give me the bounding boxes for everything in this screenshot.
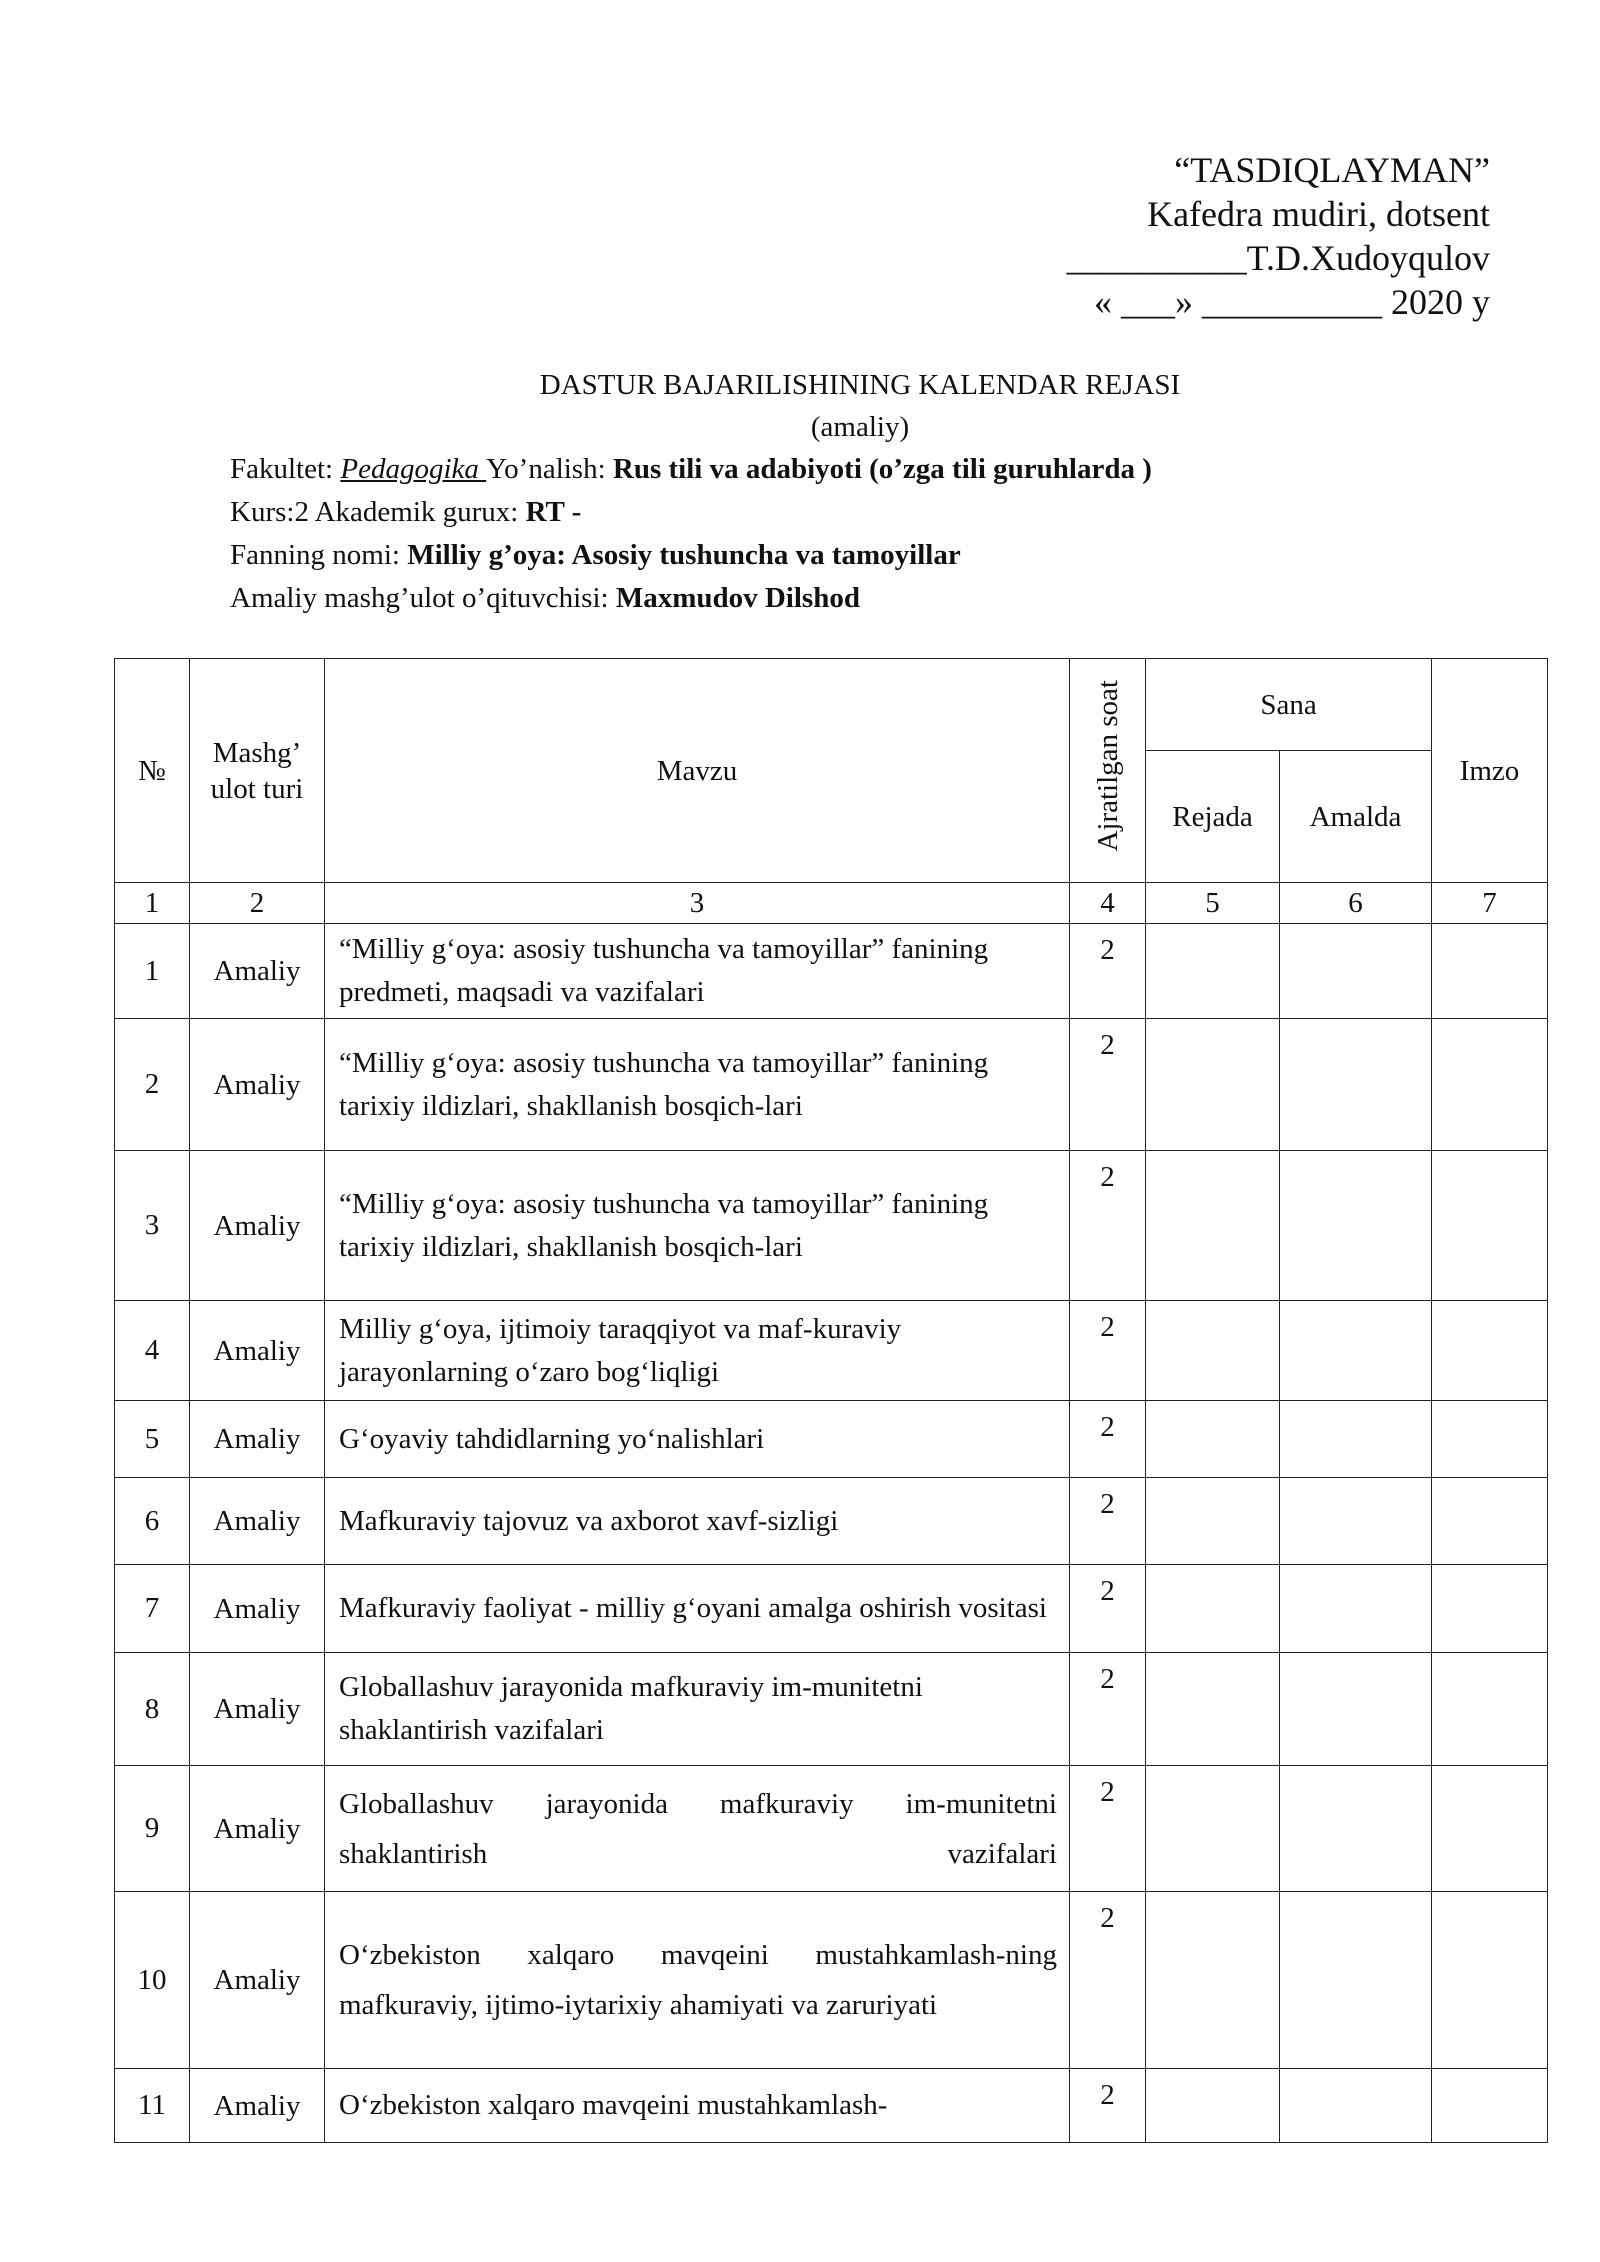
header-topic: Mavzu [325,659,1070,883]
row-topic: O‘zbekiston xalqaro mavqeini mustahkamlash-ning mafkuraviy, ijtimo-iytarixiy ahamiyati va zaruriyati [325,1892,1070,2069]
column-number: 7 [1432,883,1548,924]
row-signature [1432,1478,1548,1565]
teacher-label: Amaliy mashg’ulot o’qituvchisi: [230,582,616,614]
row-type: Amaliy [190,1653,325,1766]
row-actual [1280,1019,1432,1151]
row-type: Amaliy [190,1019,325,1151]
row-number: 6 [115,1478,190,1565]
row-planned [1146,1766,1280,1892]
table-row [115,1653,1548,1766]
row-type: Amaliy [190,1565,325,1653]
header-date: Sana [1146,659,1432,751]
row-planned [1146,2069,1280,2143]
table-row [115,924,1548,1019]
row-type: Amaliy [190,2069,325,2143]
row-topic: O‘zbekiston xalqaro mavqeini mustahkamlash- [325,2069,1070,2143]
row-actual [1280,1478,1432,1565]
row-signature [1432,1019,1548,1151]
row-planned [1146,1565,1280,1653]
row-planned [1146,1301,1280,1401]
row-hours: 2 [1070,1653,1146,1766]
direction-label: Yo’nalish: [486,453,613,485]
row-signature [1432,1301,1548,1401]
approval-signatory: __________T.D.Xudoyqulov [1066,238,1490,278]
row-hours: 2 [1070,2069,1146,2143]
row-planned [1146,1401,1280,1478]
row-actual [1280,2069,1432,2143]
row-hours: 2 [1070,1019,1146,1151]
row-signature [1432,1892,1548,2069]
faculty-label: Fakultet: [230,453,341,485]
course-info [230,448,1152,620]
row-actual [1280,1301,1432,1401]
row-actual [1280,1565,1432,1653]
approval-block [1067,148,1490,324]
row-planned [1146,1653,1280,1766]
subject-value: Milliy g’oya: Asosiy tushuncha va tamoyillar [407,539,961,571]
row-topic: “Milliy g‘oya: asosiy tushuncha va tamoyillar” fanining tarixiy ildizlari, shakllanish bosqich-lari [325,1019,1070,1151]
subject-line [230,534,1152,577]
row-hours: 2 [1070,1565,1146,1653]
row-topic: G‘oyaviy tahdidlarning yo‘nalishlari [325,1401,1070,1478]
row-signature [1432,1565,1548,1653]
row-signature [1432,1653,1548,1766]
row-number: 7 [115,1565,190,1653]
row-hours: 2 [1070,1151,1146,1301]
row-actual [1280,1401,1432,1478]
row-type: Amaliy [190,1151,325,1301]
column-number: 5 [1146,883,1280,924]
title-main: DASTUR BAJARILISHINING KALENDAR REJASI [539,369,1181,401]
row-number: 9 [115,1766,190,1892]
table-row [115,1892,1548,2069]
row-hours: 2 [1070,1766,1146,1892]
row-number: 10 [115,1892,190,2069]
column-number: 3 [325,883,1070,924]
course-label: Kurs:2 Akademik gurux: [230,496,526,528]
row-actual [1280,1653,1432,1766]
row-signature [1432,924,1548,1019]
column-number: 2 [190,883,325,924]
header-type: Mashg’ ulot turi [190,659,325,883]
calendar-plan-table [114,658,1548,2143]
row-type: Amaliy [190,1766,325,1892]
row-signature [1432,1766,1548,1892]
row-topic: Globallashuv jarayonida mafkuraviy im-munitetni shaklantirish vazifalari [325,1766,1070,1892]
header-hours-cell [1070,659,1146,883]
faculty-line [230,448,1152,491]
row-planned [1146,1019,1280,1151]
row-type: Amaliy [190,1401,325,1478]
row-planned [1146,1151,1280,1301]
faculty-value: Pedagogika [340,453,487,485]
row-number: 11 [115,2069,190,2143]
row-type: Amaliy [190,1301,325,1401]
row-planned [1146,1892,1280,2069]
header-signature: Imzo [1432,659,1548,883]
table-row [115,2069,1548,2143]
row-topic: Mafkuraviy tajovuz va axborot xavf-sizligi [325,1478,1070,1565]
row-topic: “Milliy g‘oya: asosiy tushuncha va tamoyillar” fanining predmeti, maqsadi va vazifalari [325,924,1070,1019]
table-row [115,1019,1548,1151]
approval-title: “TASDIQLAYMAN” [1174,150,1490,190]
row-number: 5 [115,1401,190,1478]
subject-label: Fanning nomi: [230,539,408,571]
group-value: RT - [525,496,582,528]
table-row [115,1766,1548,1892]
row-actual [1280,1766,1432,1892]
course-line [230,491,1152,534]
row-actual [1280,1151,1432,1301]
column-number: 1 [115,883,190,924]
column-number: 4 [1070,883,1146,924]
row-hours: 2 [1070,1478,1146,1565]
table-row [115,1565,1548,1653]
row-hours: 2 [1070,924,1146,1019]
row-number: 2 [115,1019,190,1151]
row-number: 4 [115,1301,190,1401]
table-row [115,1151,1548,1301]
table-row [115,1478,1548,1565]
table-row [115,1301,1548,1401]
direction-value: Rus tili va adabiyoti (o’zga tili guruhlarda ) [612,453,1152,485]
teacher-value: Maxmudov Dilshod [615,582,860,614]
row-actual [1280,924,1432,1019]
table-row [115,1401,1548,1478]
approval-position: Kafedra mudiri, dotsent [1147,194,1490,234]
row-type: Amaliy [190,924,325,1019]
row-number: 8 [115,1653,190,1766]
title-sub: (amaliy) [810,411,910,443]
header-planned: Rejada [1146,751,1280,883]
document-title [0,364,1600,448]
row-topic: Mafkuraviy faoliyat - milliy g‘oyani amalga oshirish vositasi [325,1565,1070,1653]
row-topic: Globallashuv jarayonida mafkuraviy im-munitetni shaklantirish vazifalari [325,1653,1070,1766]
row-type: Amaliy [190,1478,325,1565]
teacher-line [230,577,1152,620]
header-num: № [115,659,190,883]
row-hours: 2 [1070,1301,1146,1401]
column-number: 6 [1280,883,1432,924]
row-signature [1432,2069,1548,2143]
row-hours: 2 [1070,1892,1146,2069]
row-number: 1 [115,924,190,1019]
row-type: Amaliy [190,1892,325,2069]
approval-date: « ___» __________ 2020 y [1094,282,1490,322]
row-signature [1432,1401,1548,1478]
row-topic: Milliy g‘oya, ijtimoiy taraqqiyot va maf-kuraviy jarayonlarning o‘zaro bog‘liqligi [325,1301,1070,1401]
row-actual [1280,1892,1432,2069]
row-signature [1432,1151,1548,1301]
header-hours: Ajratilgan soat [1091,680,1124,852]
row-topic: “Milliy g‘oya: asosiy tushuncha va tamoyillar” fanining tarixiy ildizlari, shakllanish bosqich-lari [325,1151,1070,1301]
row-hours: 2 [1070,1401,1146,1478]
row-planned [1146,924,1280,1019]
header-actual: Amalda [1280,751,1432,883]
row-planned [1146,1478,1280,1565]
row-number: 3 [115,1151,190,1301]
